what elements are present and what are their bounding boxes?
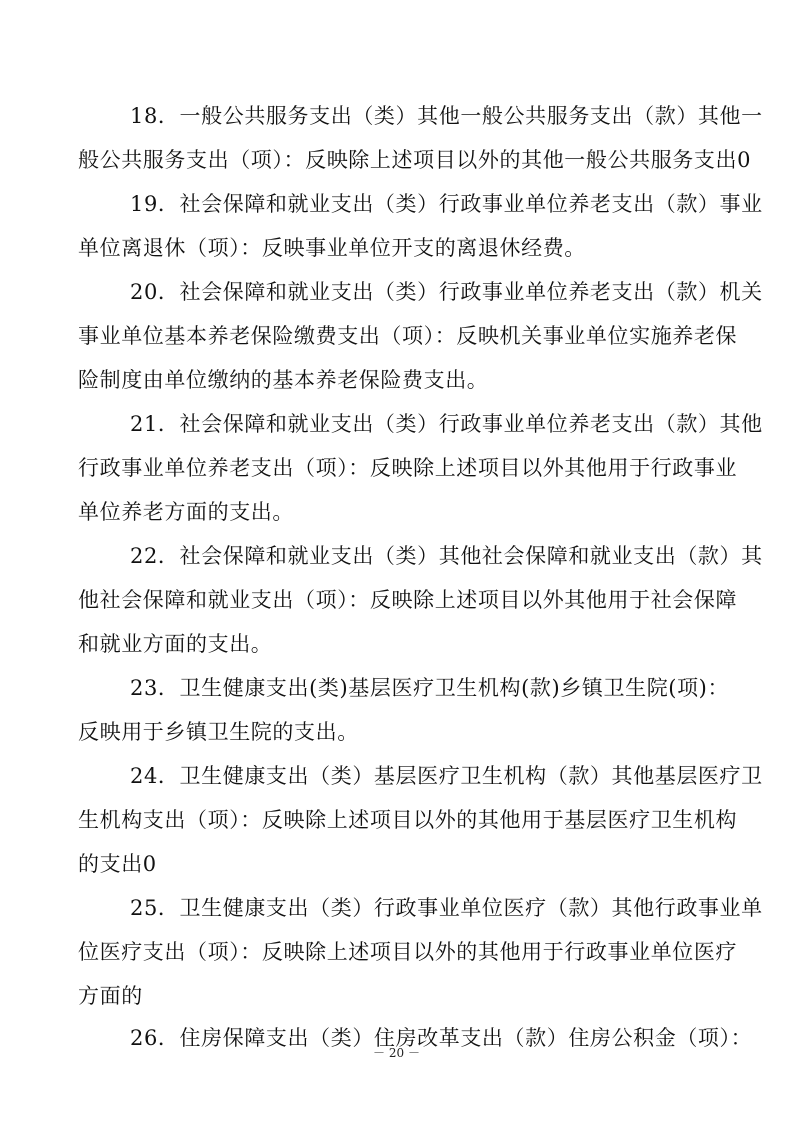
- text-line: 单位离退休（项）：反映事业单位开支的离退休经费。: [78, 236, 586, 260]
- text-line: 19．社会保障和就业支出（类）行政事业单位养老支出（款）事业: [130, 192, 763, 216]
- text-line: 21．社会保障和就业支出（类）行政事业单位养老支出（款）其他: [130, 412, 763, 436]
- text-line: 22．社会保障和就业支出（类）其他社会保障和就业支出（款）其: [130, 544, 763, 568]
- text-line: 行政事业单位养老支出（项）：反映除上述项目以外其他用于行政事业: [78, 456, 738, 480]
- text-line: 方面的: [78, 984, 143, 1008]
- text-line: 18．一般公共服务支出（类）其他一般公共服务支出（款）其他一: [130, 104, 763, 128]
- text-line: 24．卫生健康支出（类）基层医疗卫生机构（款）其他基层医疗卫: [130, 764, 763, 788]
- text-line: 位医疗支出（项）：反映除上述项目以外的其他用于行政事业单位医疗: [78, 940, 738, 964]
- text-line: 事业单位基本养老保险缴费支出（项）：反映机关事业单位实施养老保: [78, 324, 738, 348]
- text-line: 23．卫生健康支出(类)基层医疗卫生机构(款)乡镇卫生院(项)：: [130, 676, 730, 700]
- text-line: 单位养老方面的支出。: [78, 500, 294, 524]
- text-line: 险制度由单位缴纳的基本养老保险费支出。: [78, 368, 489, 392]
- text-line: 和就业方面的支出。: [78, 632, 273, 656]
- page-number: － 20 －: [373, 1046, 420, 1060]
- text-line: 反映用于乡镇卫生院的支出。: [78, 720, 359, 744]
- text-line: 生机构支出（项）：反映除上述项目以外的其他用于基层医疗卫生机构: [78, 808, 738, 832]
- text-line: 25．卫生健康支出（类）行政事业单位医疗（款）其他行政事业单: [130, 896, 763, 920]
- text-line: 20．社会保障和就业支出（类）行政事业单位养老支出（款）机关: [130, 280, 763, 304]
- text-line: 的支出0: [78, 852, 157, 876]
- text-line: 他社会保障和就业支出（项）：反映除上述项目以外其他用于社会保障: [78, 588, 738, 612]
- text-line: 26．住房保障支出（类）住房改革支出（款）住房公积金（项）：: [130, 1026, 753, 1050]
- text-line: 般公共服务支出（项）：反映除上述项目以外的其他一般公共服务支出0: [78, 148, 752, 172]
